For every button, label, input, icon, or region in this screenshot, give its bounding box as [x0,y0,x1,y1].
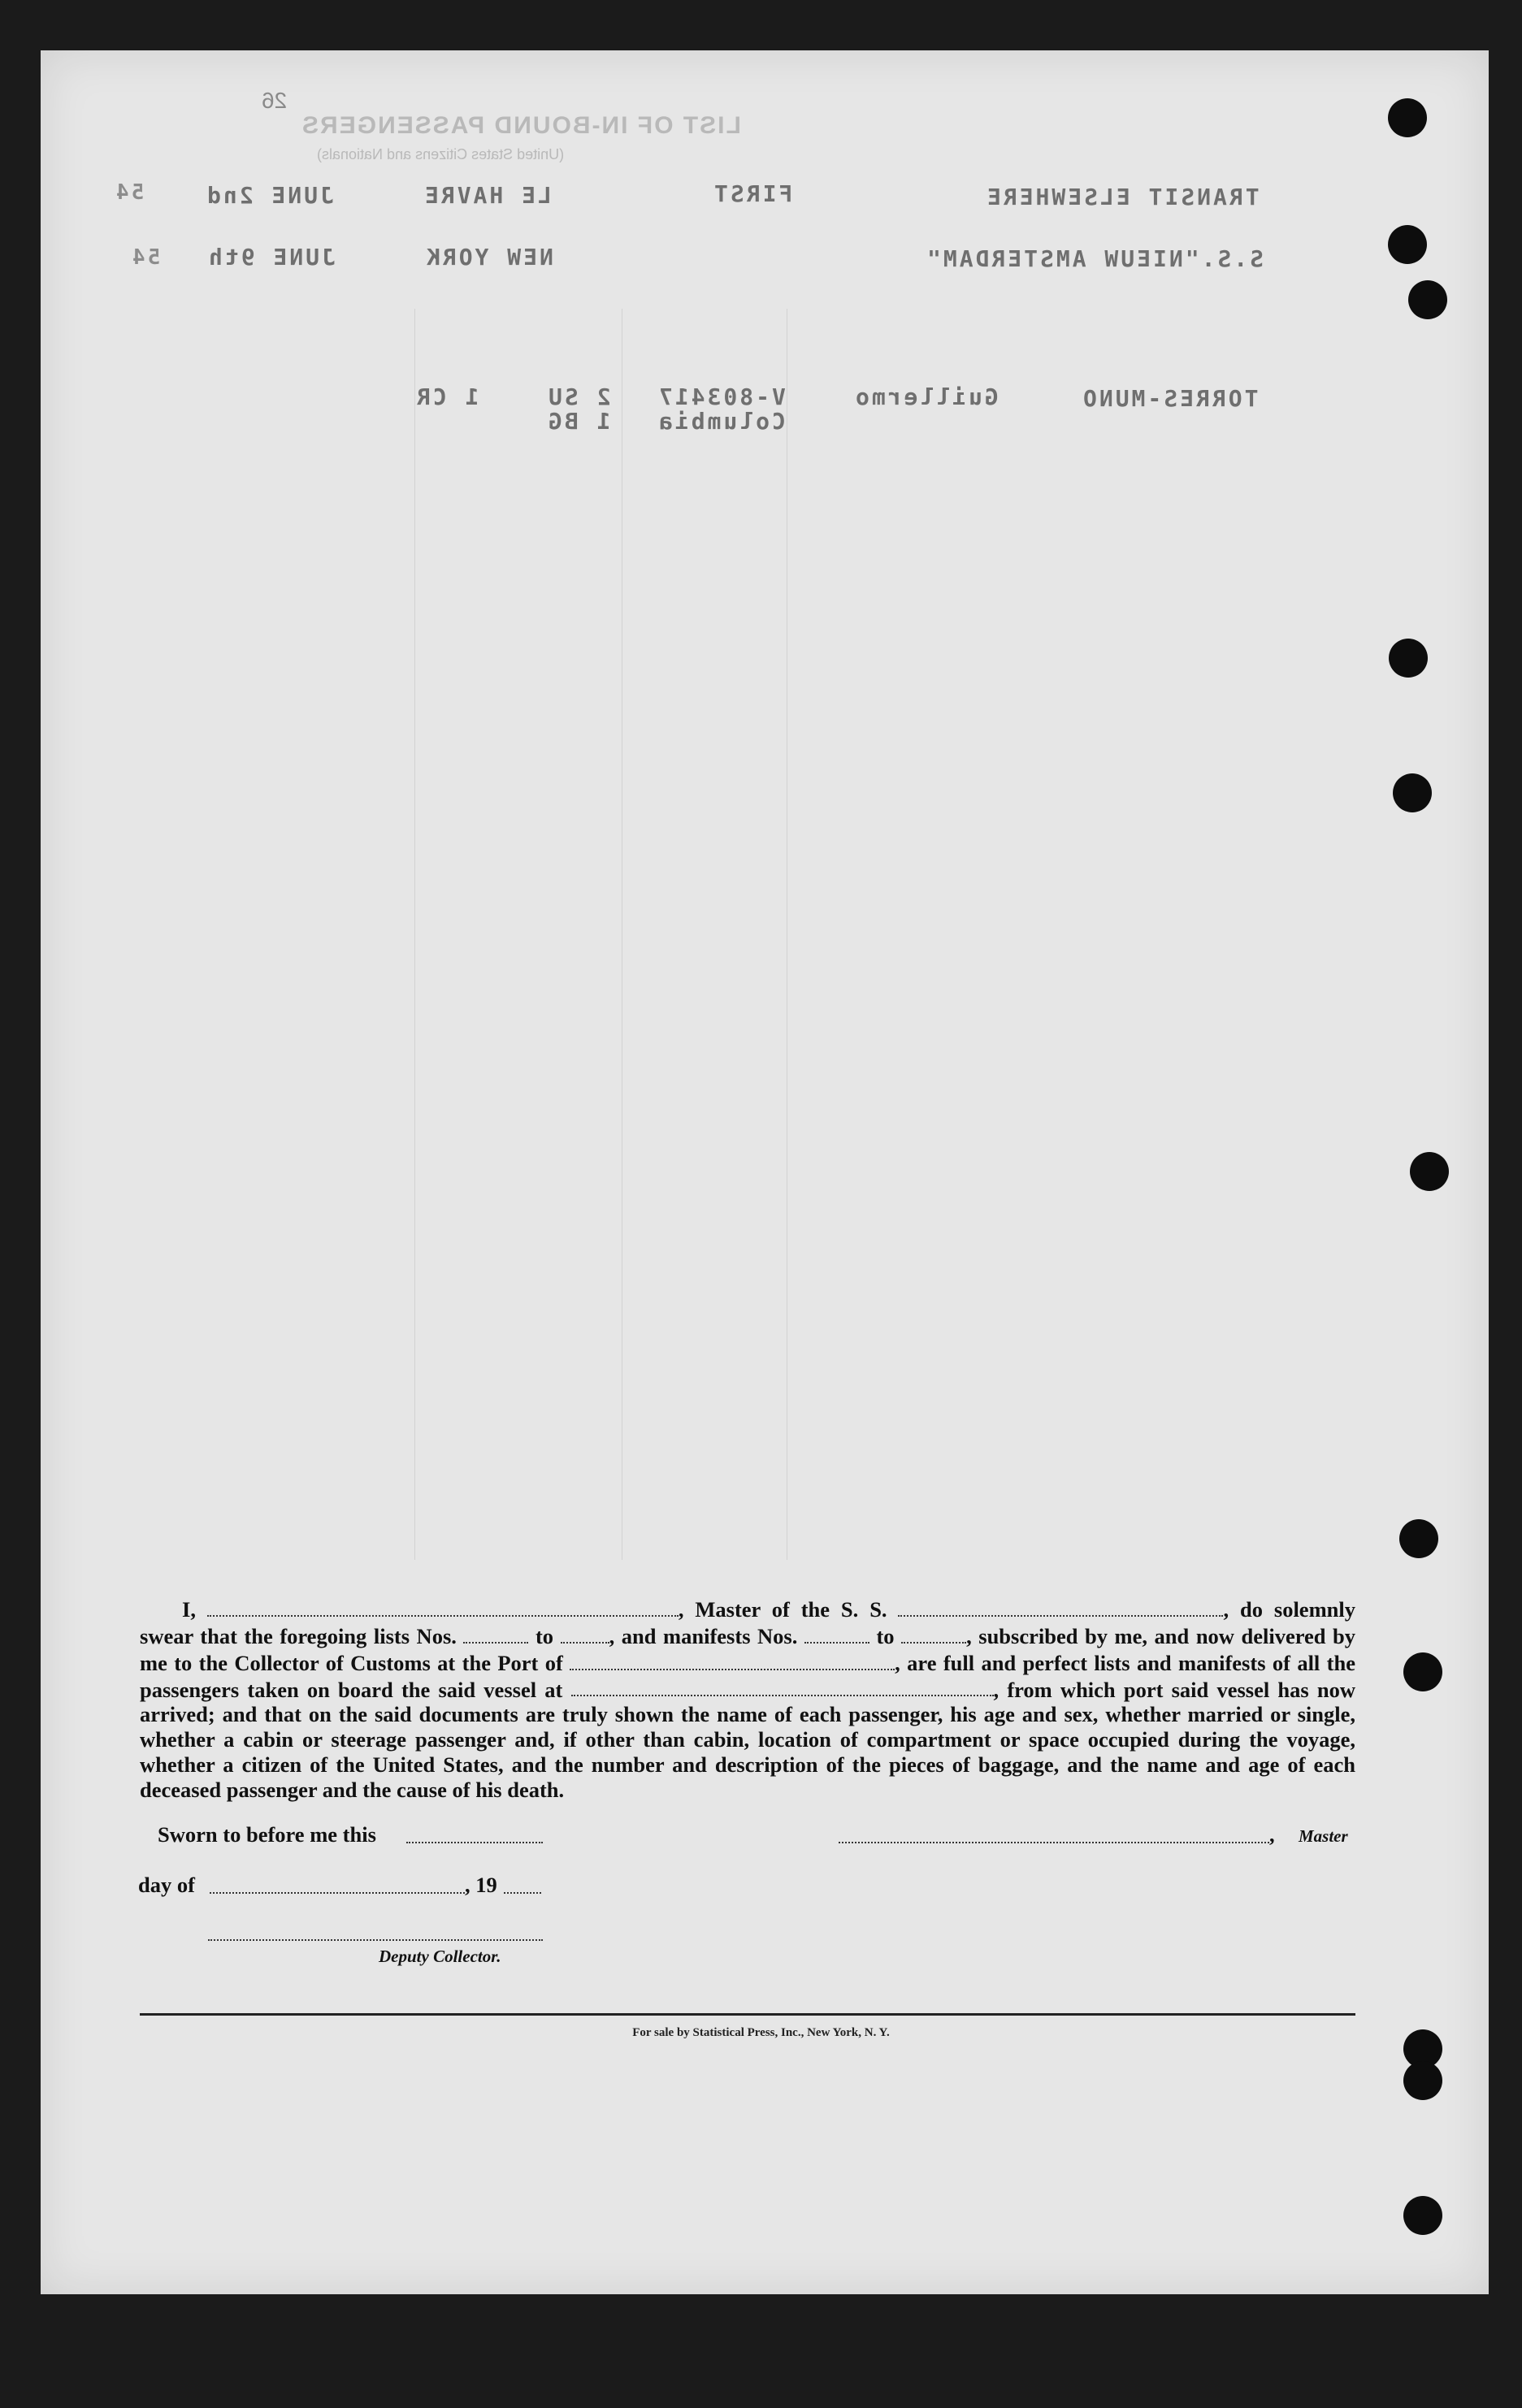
binder-hole [1410,1152,1449,1191]
ship-name: S.S."NIEUW AMSTERDAM" [925,245,1264,272]
binder-hole [1403,2196,1442,2235]
baggage-pieces: 2 SU [546,383,611,410]
oath-text: , are full and perfect lists and manifests of all the passengers taken on board the said vessel at [140,1650,1355,1702]
master-signature-line [839,1841,1269,1843]
oath-text: to [535,1623,554,1648]
printer-credit: For sale by Statistical Press, Inc., New York, N. Y. [632,2026,890,2039]
passenger-given-name: Guillermo [853,383,999,410]
ship-name-blank [898,1596,1223,1617]
transit-category: TRANSIT ELSEWHERE [985,184,1260,210]
sworn-label: Sworn to before me this [158,1822,376,1847]
oath-text: , Master of the S. S. [678,1596,887,1622]
passenger-country: Columbia [657,408,786,435]
departure-port-blank [571,1676,994,1697]
margin-number: 54 [130,245,161,270]
binder-hole [1403,2061,1442,2100]
arrival-date: JUNE 9th [206,244,336,271]
arrival-date: JUNE 2nd [205,182,334,209]
port-blank [570,1649,895,1670]
passenger-code: 1 CR [414,383,479,410]
list-from-blank [463,1622,528,1644]
month-blank [210,1891,465,1894]
manifest-to-blank [901,1622,966,1644]
binder-hole [1388,98,1427,137]
header-title: LIST OF IN-BOUND PASSENGERS [301,112,741,139]
binder-hole [1393,773,1432,812]
binder-hole [1403,1652,1442,1691]
column-guide [414,309,415,1560]
year-blank [504,1891,541,1894]
list-to-blank [561,1622,609,1644]
baggage-pieces: 1 BG [546,408,611,435]
day-of-label: day of [138,1873,195,1897]
master-label: Master [1299,1826,1348,1846]
passenger-class: FIRST [712,180,793,207]
master-oath [140,1596,1355,1803]
oath-text: I, [182,1596,196,1622]
master-comma: , [1269,1822,1275,1847]
margin-number: 54 [114,180,145,205]
oath-text: , subscribed by me, and now delivered by me to the Collector of Customs at the Port of [140,1623,1356,1675]
year-prefix: , 19 [465,1873,497,1897]
binder-hole [1388,225,1427,264]
passenger-surname: TORRES-MUNO [1081,385,1259,412]
deputy-collector-label: Deputy Collector. [379,1947,501,1966]
page-number: 26 [262,88,288,113]
arrival-port: NEW YORK [424,244,553,271]
binder-hole [1408,280,1447,319]
oath-text: , and manifests Nos. [609,1623,798,1648]
master-name-blank [207,1596,679,1617]
oath-text: , from which port said vessel has now arrived; and that on the said documents are truly shown the name of each passenger, his age and sex, whether married or single, whether a cabin or steerage passenger and, if other than cabin, location of compartment or space occupied during the voyage, whether a citizen of the United States, and the number and description of the pieces of baggage, and the name and age of each deceased passenger and the cause of his death. [140,1677,1355,1803]
sworn-date-blank [406,1841,543,1843]
oath-text: , do solemnly swear that the foregoing lists Nos. [140,1596,1355,1648]
footer-rule [140,2013,1355,2016]
departure-port: LE HAVRE [423,182,552,209]
deputy-signature-line [208,1938,543,1941]
header-subtitle: (United States Citizens and Nationals) [317,146,565,162]
document-number: V-803417 [657,383,786,410]
binder-hole [1389,639,1428,678]
manifest-from-blank [804,1622,869,1644]
oath-text: to [876,1623,895,1648]
binder-hole [1399,1519,1438,1558]
